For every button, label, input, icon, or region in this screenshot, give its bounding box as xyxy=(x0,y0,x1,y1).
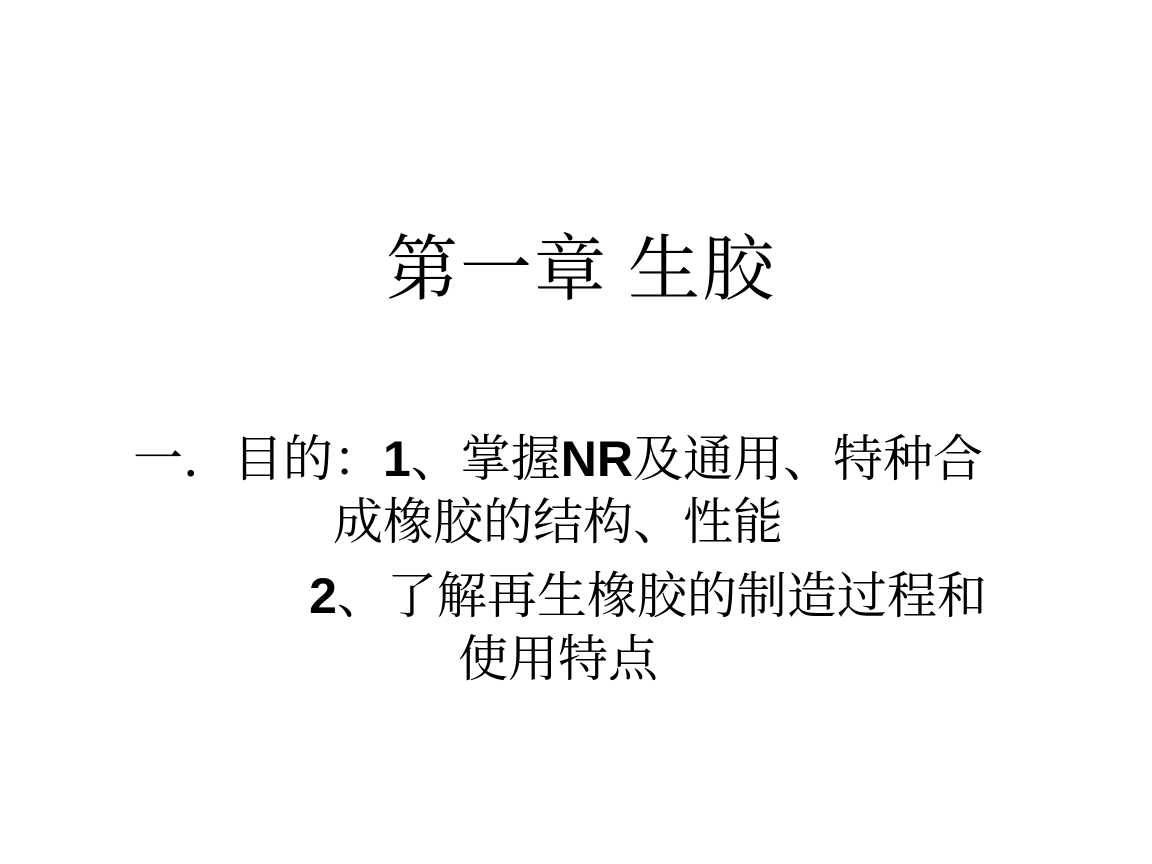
body-line-1 xyxy=(0,428,1116,491)
body-line-4: 使用特点 xyxy=(458,631,658,687)
line3-text-tail: 、了解再生橡胶的制造过程和 xyxy=(336,568,987,624)
line1-number-1: 1 xyxy=(382,431,411,487)
line1-text-tail: 及通用、特种合 xyxy=(633,431,984,487)
line1-text-mid: 、掌握 xyxy=(410,431,561,487)
slide-body xyxy=(0,428,1116,691)
line1-label-purpose: 一．目的： xyxy=(132,431,383,487)
body-line-2: 成橡胶的结构、性能 xyxy=(333,494,783,550)
body-line-3 xyxy=(90,565,1152,628)
line3-number-2: 2 xyxy=(309,568,337,624)
line1-abbr-nr: NR xyxy=(560,431,634,487)
slide-title: 第一章 生胶 xyxy=(385,230,776,310)
